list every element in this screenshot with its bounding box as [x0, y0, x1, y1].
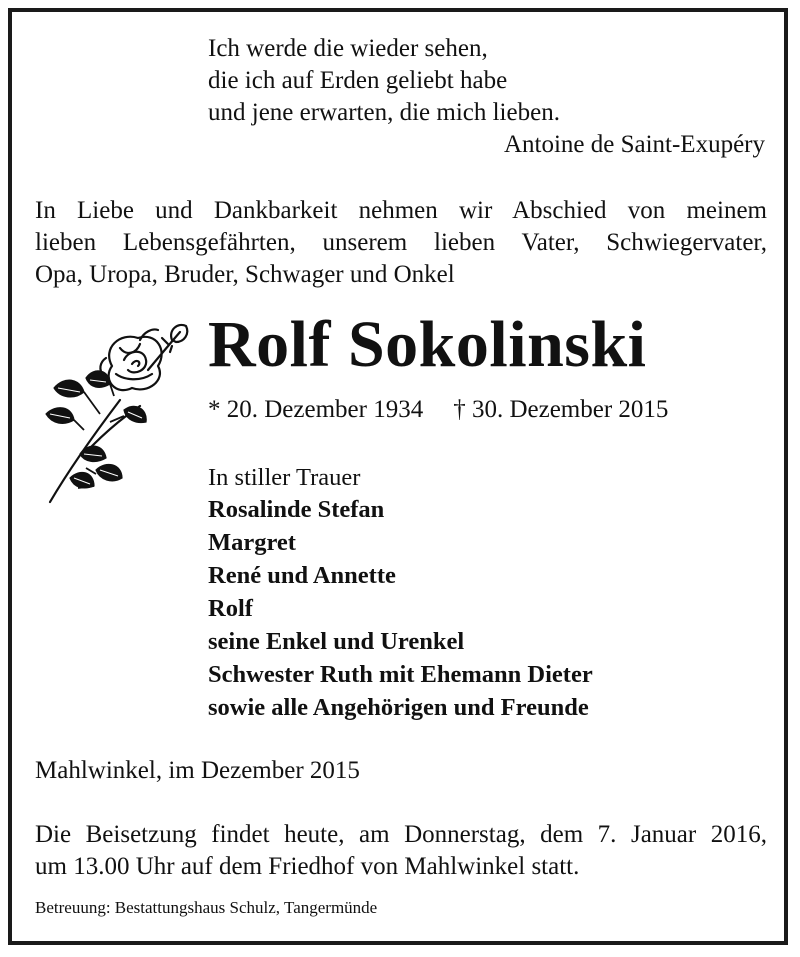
mourner-name: Margret	[208, 529, 296, 556]
place-date: Mahlwinkel, im Dezember 2015	[35, 757, 360, 784]
quote-author: Antoine de Saint-Exupéry	[503, 131, 765, 158]
quote-line-3: und jene erwarten, die mich lieben.	[208, 99, 560, 126]
quote-line-2: die ich auf Erden geliebt habe	[208, 67, 508, 94]
life-dates	[208, 397, 668, 422]
mourner-name: Rosalinde Stefan	[208, 496, 385, 523]
rose-icon	[40, 318, 192, 506]
mourner-name: René und Annette	[208, 562, 396, 589]
funeral-line-1: Die Beisetzung findet heute, am Donnerstag, dem 7. Januar 2016,	[35, 821, 767, 848]
intro-line-2: lieben Lebensgefährten, unserem lieben Vater, Schwiegervater,	[35, 229, 767, 256]
care-note: Betreuung: Bestattungshaus Schulz, Tangermünde	[35, 898, 378, 917]
mourner-name: sowie alle Angehörigen und Freunde	[208, 694, 589, 721]
intro-line-3: Opa, Uropa, Bruder, Schwager und Onkel	[35, 261, 455, 288]
death-date: † 30. Dezember 2015	[453, 396, 669, 423]
funeral-line-2: um 13.00 Uhr auf dem Friedhof von Mahlwinkel statt.	[35, 853, 580, 880]
mourners-heading: In stiller Trauer	[208, 464, 361, 491]
mourner-name: Schwester Ruth mit Ehemann Dieter	[208, 661, 593, 688]
birth-date: * 20. Dezember 1934	[208, 396, 424, 423]
deceased-name: Rolf Sokolinski	[208, 308, 647, 381]
mourner-name: seine Enkel und Urenkel	[208, 628, 465, 655]
intro-line-1: In Liebe und Dankbarkeit nehmen wir Abschied von meinem	[35, 197, 767, 224]
mourner-name: Rolf	[208, 595, 253, 622]
quote-line-1: Ich werde die wieder sehen,	[208, 35, 488, 62]
